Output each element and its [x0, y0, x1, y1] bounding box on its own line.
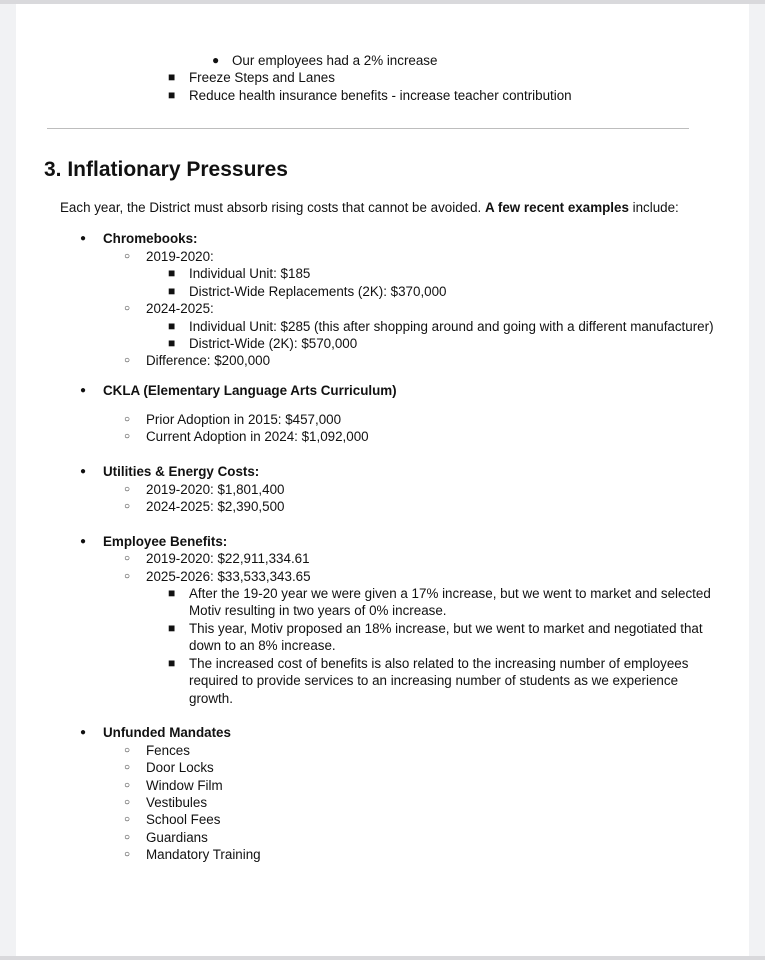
list-item: School Fees: [146, 812, 221, 827]
bullet-square-icon: ■: [168, 88, 176, 102]
bullet-square-icon: ■: [168, 70, 176, 84]
bullet-circle-icon: ○: [124, 814, 131, 825]
list-item: Guardians: [146, 830, 208, 845]
bullet-circle-icon: ○: [124, 571, 131, 582]
category-heading: CKLA (Elementary Language Arts Curriculum): [103, 383, 397, 398]
category-heading: Chromebooks:: [103, 231, 198, 246]
bottom-border: [0, 956, 765, 960]
section-intro: Each year, the District must absorb rising costs that cannot be avoided. A few recent examples include:: [60, 200, 679, 215]
list-item: Current Adoption in 2024: $1,092,000: [146, 429, 369, 444]
list-item: District-Wide (2K): $570,000: [189, 336, 358, 351]
note-line: Motiv resulting in two years of 0% increase.: [189, 603, 447, 618]
list-item: Reduce health insurance benefits - increase teacher contribution: [189, 88, 572, 103]
note-line: This year, Motiv proposed an 18% increase, but we went to market and negotiated that: [189, 621, 703, 636]
list-item: 2025-2026: $33,533,343.65: [146, 569, 311, 584]
bullet-circle-icon: ○: [124, 484, 131, 495]
category-heading: Unfunded Mandates: [103, 725, 231, 740]
list-item: Window Film: [146, 778, 223, 793]
bullet-square-icon: ■: [168, 266, 176, 280]
horizontal-divider: [47, 128, 689, 129]
bullet-disc-icon: ●: [80, 466, 87, 477]
list-item: 2024-2025:: [146, 301, 214, 316]
list-item: Fences: [146, 743, 190, 758]
bullet-circle-icon: ○: [124, 797, 131, 808]
bullet-disc-icon: ●: [80, 385, 87, 396]
list-item: Door Locks: [146, 760, 214, 775]
bullet-disc-icon: ●: [212, 53, 220, 67]
list-item: 2024-2025: $2,390,500: [146, 499, 285, 514]
note-line: required to provide services to an increasing number of students as we experience: [189, 673, 679, 688]
bullet-square-icon: ■: [168, 621, 176, 635]
note-line: growth.: [189, 691, 233, 706]
category-heading: Employee Benefits:: [103, 534, 228, 549]
bullet-square-icon: ■: [168, 336, 176, 350]
list-item: District-Wide Replacements (2K): $370,000: [189, 284, 447, 299]
list-item: 2019-2020: $22,911,334.61: [146, 551, 310, 566]
bullet-square-icon: ■: [168, 284, 176, 298]
bullet-circle-icon: ○: [124, 251, 131, 262]
list-item: Prior Adoption in 2015: $457,000: [146, 412, 342, 427]
note-line: After the 19-20 year we were given a 17% increase, but we went to market and selected: [189, 586, 711, 601]
bullet-circle-icon: ○: [124, 414, 131, 425]
bullet-square-icon: ■: [168, 656, 176, 670]
bullet-circle-icon: ○: [124, 780, 131, 791]
note-line: The increased cost of benefits is also related to the increasing number of employees: [189, 656, 689, 671]
bullet-circle-icon: ○: [124, 553, 131, 564]
list-item: Difference: $200,000: [146, 353, 271, 368]
list-item: Mandatory Training: [146, 847, 261, 862]
bullet-disc-icon: ●: [80, 727, 87, 738]
bullet-circle-icon: ○: [124, 303, 131, 314]
bullet-circle-icon: ○: [124, 762, 131, 773]
bullet-circle-icon: ○: [124, 501, 131, 512]
bullet-circle-icon: ○: [124, 355, 131, 366]
bullet-circle-icon: ○: [124, 431, 131, 442]
list-item: 2019-2020:: [146, 249, 214, 264]
list-item: Vestibules: [146, 795, 208, 810]
list-item: Individual Unit: $285 (this after shopping around and going with a different manufacturer): [189, 319, 714, 334]
list-item: Freeze Steps and Lanes: [189, 70, 335, 85]
category-heading: Utilities & Energy Costs:: [103, 464, 260, 479]
list-item: 2019-2020: $1,801,400: [146, 482, 285, 497]
list-item: Our employees had a 2% increase: [232, 53, 438, 68]
bullet-square-icon: ■: [168, 319, 176, 333]
bullet-disc-icon: ●: [80, 536, 87, 547]
note-line: down to an 8% increase.: [189, 638, 336, 653]
bullet-square-icon: ■: [168, 586, 176, 600]
bullet-circle-icon: ○: [124, 745, 131, 756]
bullet-circle-icon: ○: [124, 849, 131, 860]
bullet-disc-icon: ●: [80, 233, 87, 244]
list-item: Individual Unit: $185: [189, 266, 311, 281]
bullet-circle-icon: ○: [124, 832, 131, 843]
section-title: 3. Inflationary Pressures: [44, 158, 288, 181]
